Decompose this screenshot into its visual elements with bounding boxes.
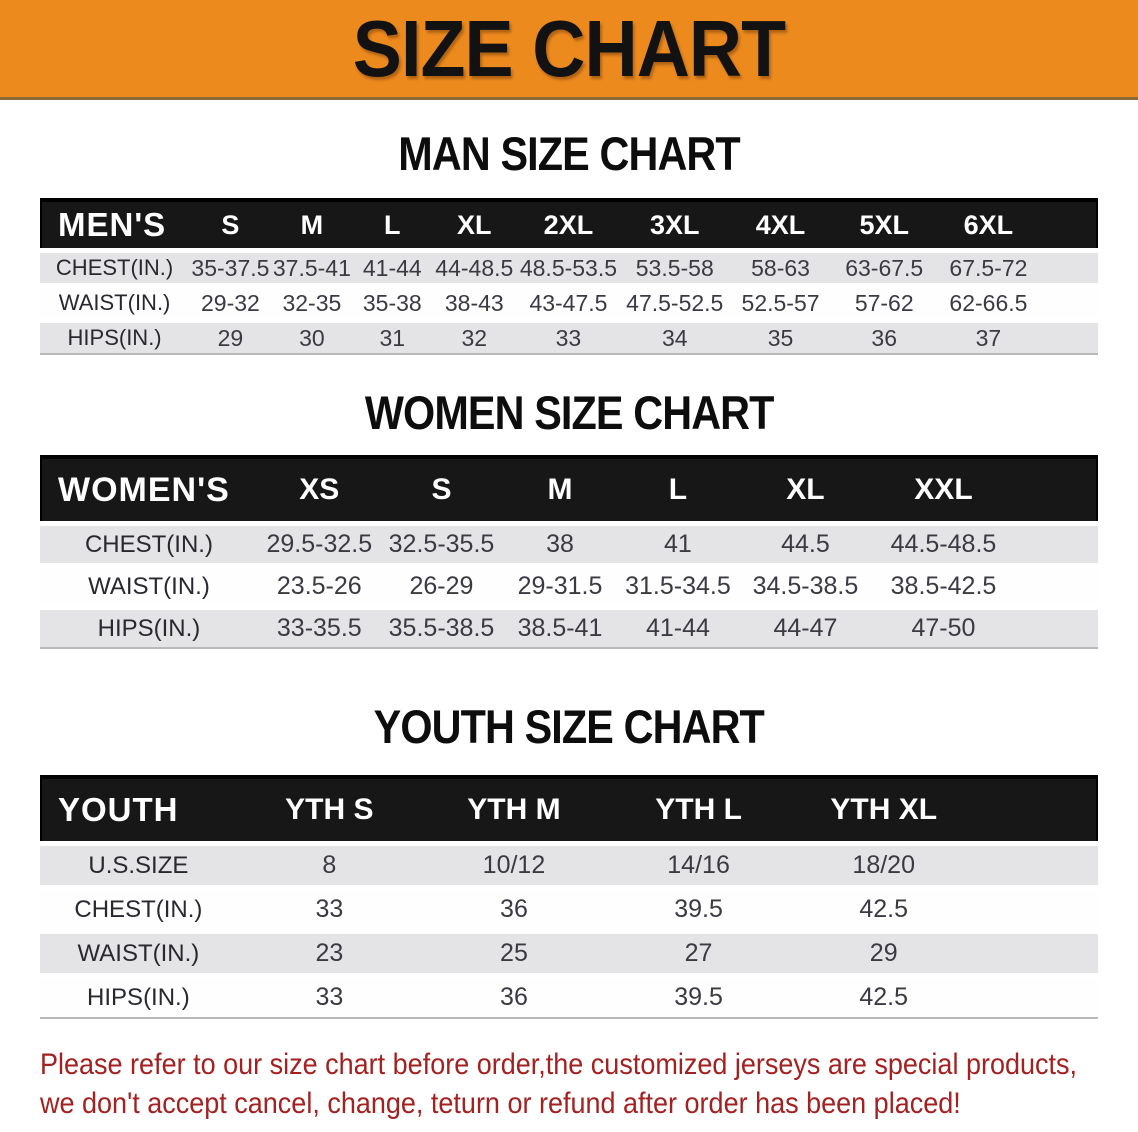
cell: 38.5-42.5: [890, 572, 997, 600]
spacer: [1041, 286, 1098, 321]
cell: 41: [664, 530, 692, 558]
cell: 42.5: [859, 983, 909, 1011]
row-label: CHEST(IN.): [84, 530, 213, 558]
row-label: CHEST(IN.): [55, 255, 174, 280]
cell: 36: [871, 324, 898, 351]
disclaimer-line-1: Please refer to our size chart before order,the customized jerseys are special products,: [40, 1048, 1078, 1081]
man-size-heading: [0, 128, 1138, 180]
cell: 33: [555, 324, 582, 351]
cell: 31: [379, 324, 406, 351]
spacer: [1014, 524, 1098, 566]
cell: 52.5-57: [741, 289, 820, 316]
spacer: [1041, 321, 1098, 355]
spacer: [976, 888, 1098, 932]
cell: 8: [322, 851, 337, 879]
cell: 33: [315, 983, 344, 1011]
women-size-section: [0, 387, 1138, 649]
cell: 33: [315, 895, 344, 923]
row-label: HIPS(IN.): [67, 325, 162, 350]
cell: 67.5-72: [949, 254, 1028, 281]
col-header: 2XL: [543, 209, 594, 240]
cell: 34: [661, 324, 688, 351]
col-header: XL: [786, 473, 825, 506]
cell: 32: [461, 324, 488, 351]
cell: 44.5-48.5: [890, 530, 997, 558]
women-size-heading: [0, 387, 1138, 439]
cell: 14/16: [667, 851, 730, 879]
cell: 53.5-58: [635, 254, 714, 281]
col-header: M: [547, 473, 573, 506]
col-header: 4XL: [755, 209, 806, 240]
col-header: S: [221, 209, 240, 240]
spacer: [1041, 251, 1098, 286]
disclaimer-line-2: we don't accept cancel, change, teturn or refund after order has been placed!: [40, 1087, 961, 1120]
col-header: YTH XL: [830, 793, 938, 826]
cell: 58-63: [751, 254, 810, 281]
spacer: [1041, 200, 1098, 251]
cell: 23: [315, 939, 344, 967]
spacer: [976, 844, 1098, 888]
table-title: YOUTH: [58, 791, 179, 828]
col-header: S: [431, 473, 452, 506]
cell: 41-44: [645, 614, 710, 642]
row-label: U.S.SIZE: [88, 851, 189, 879]
col-header: YTH L: [655, 793, 742, 826]
col-header: XXL: [914, 473, 973, 506]
spacer: [1014, 608, 1098, 649]
spacer: [976, 777, 1098, 844]
row-label: CHEST(IN.): [74, 895, 203, 923]
cell: 57-62: [854, 289, 914, 316]
cell: 10/12: [482, 851, 546, 879]
cell: 37.5-41: [272, 254, 351, 281]
spacer: [976, 932, 1098, 976]
cell: 44-47: [773, 614, 838, 642]
women-size-heading-text: WOMEN SIZE CHART: [364, 386, 774, 439]
spacer: [1014, 566, 1098, 608]
cell: 44.5: [781, 530, 830, 558]
cell: 23.5-26: [276, 572, 362, 600]
cell: 41-44: [362, 254, 422, 281]
disclaimer: [40, 1045, 1138, 1123]
womens-size-table: [40, 455, 1098, 649]
cell: 42.5: [859, 895, 909, 923]
cell: 35: [767, 324, 794, 351]
col-header: 6XL: [963, 209, 1014, 240]
cell: 29.5-32.5: [266, 530, 373, 558]
cell: 30: [299, 324, 325, 351]
cell: 39.5: [674, 983, 723, 1011]
cell: 38: [546, 530, 574, 558]
col-header: 5XL: [859, 209, 909, 240]
cell: 32-35: [282, 289, 342, 316]
cell: 47.5-52.5: [626, 289, 724, 316]
cell: 63-67.5: [845, 254, 924, 281]
col-header: 3XL: [650, 209, 700, 240]
cell: 43-47.5: [529, 289, 608, 316]
banner: [0, 0, 1138, 100]
youth-size-heading: [0, 701, 1138, 753]
table-title: MEN'S: [58, 206, 167, 243]
row-label: WAIST(IN.): [77, 939, 200, 967]
cell: 37: [975, 324, 1002, 351]
cell: 27: [684, 939, 713, 967]
cell: 29: [869, 939, 898, 967]
cell: 29: [217, 324, 244, 351]
row-label: HIPS(IN.): [97, 614, 201, 642]
cell: 39.5: [674, 895, 723, 923]
page-title: SIZE CHART: [352, 3, 786, 93]
spacer: [1014, 457, 1098, 524]
cell: 25: [500, 939, 528, 967]
mens-size-table: [40, 198, 1098, 355]
table-title: WOMEN'S: [58, 470, 230, 509]
youth-size-table: [40, 775, 1098, 1019]
cell: 36: [500, 895, 528, 923]
cell: 47-50: [911, 614, 976, 642]
cell: 35-38: [362, 289, 422, 316]
cell: 32.5-35.5: [388, 530, 495, 558]
col-header: XL: [457, 209, 492, 240]
spacer: [976, 976, 1098, 1019]
col-header: M: [300, 209, 324, 240]
cell: 34.5-38.5: [752, 572, 859, 600]
cell: 33-35.5: [276, 614, 362, 642]
cell: 29-31.5: [517, 572, 603, 600]
cell: 31.5-34.5: [625, 572, 731, 600]
man-size-section: [0, 128, 1138, 355]
col-header: XS: [299, 473, 340, 506]
cell: 48.5-53.5: [519, 254, 618, 281]
cell: 36: [500, 983, 528, 1011]
cell: 44-48.5: [435, 254, 514, 281]
col-header: L: [384, 209, 401, 240]
row-label: HIPS(IN.): [87, 983, 190, 1011]
row-label: WAIST(IN.): [88, 572, 210, 600]
cell: 35.5-38.5: [388, 614, 495, 642]
col-header: YTH S: [285, 793, 374, 826]
cell: 38-43: [444, 289, 504, 316]
col-header: L: [668, 473, 688, 506]
cell: 26-29: [409, 572, 474, 600]
man-size-heading-text: MAN SIZE CHART: [398, 127, 740, 180]
cell: 18/20: [852, 851, 915, 879]
cell: 38.5-41: [517, 614, 603, 642]
cell: 62-66.5: [949, 289, 1028, 316]
row-label: WAIST(IN.): [58, 290, 171, 315]
cell: 35-37.5: [191, 254, 270, 281]
youth-size-section: [0, 701, 1138, 1019]
youth-size-heading-text: YOUTH SIZE CHART: [373, 700, 765, 753]
col-header: YTH M: [467, 793, 561, 826]
cell: 29-32: [201, 289, 260, 316]
